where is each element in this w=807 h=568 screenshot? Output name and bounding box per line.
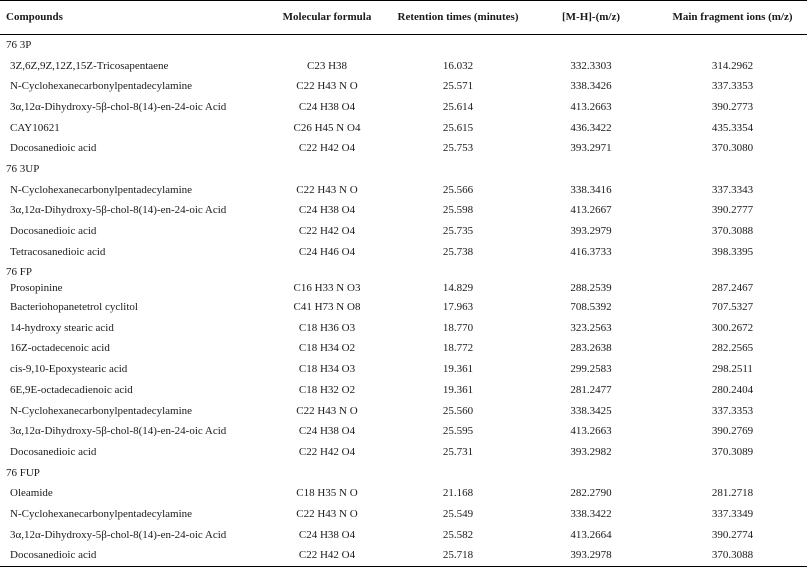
molecular-formula: C16 H33 N O3 [293,282,361,294]
m-h-value: 338.3425 [570,404,612,417]
compound-name: Docosanedioic acid [10,142,97,155]
molecular-formula: C18 H35 N O [296,487,358,500]
header-main-fragment-ions: Main fragment ions (m/z) [672,11,793,23]
molecular-formula: C18 H36 O3 [298,321,356,334]
retention-time: 18.770 [442,321,474,334]
retention-time: 19.361 [442,383,474,396]
molecular-formula: C22 H43 N O [296,404,358,417]
fragment-ion: 435.3354 [711,121,754,134]
retention-time: 14.829 [442,282,474,294]
molecular-formula: C24 H38 O4 [298,425,356,438]
compound-name: 16Z-octadecenoic acid [10,342,110,355]
m-h-value: 708.5392 [570,301,612,314]
table-row [0,380,807,401]
compound-name: Docosanedioic acid [10,445,97,458]
retention-time: 25.731 [442,445,474,458]
compound-name: CAY10621 [10,121,60,134]
molecular-formula: C22 H42 O4 [298,445,356,458]
retention-time: 21.168 [442,487,474,500]
retention-time: 19.361 [442,363,474,376]
m-h-value: 416.3733 [570,245,612,258]
group-row [0,462,807,483]
fragment-ion: 390.2773 [711,100,754,113]
compound-name: cis-9,10-Epoxystearic acid [10,363,128,376]
molecular-formula: C24 H38 O4 [298,528,356,541]
table-row [0,221,807,242]
molecular-formula: C22 H42 O4 [298,142,356,155]
retention-time: 25.718 [442,549,474,562]
group-row [0,159,807,180]
molecular-formula: C18 H32 O2 [298,383,356,396]
retention-time: 25.582 [442,528,474,541]
compound-name: 3α,12α-Dihydroxy-5β-chol-8(14)-en-24-oic Acid [10,528,227,541]
table-row [0,179,807,200]
molecular-formula: C18 H34 O3 [298,363,356,376]
group-row [0,35,807,56]
molecular-formula: C24 H46 O4 [298,245,356,258]
table-row [0,138,807,159]
compound-name: Oleamide [10,487,53,500]
table-row [0,55,807,76]
compound-name: N-Cyclohexanecarbonylpentadecylamine [10,183,193,196]
fragment-ion: 300.2672 [711,321,754,334]
fragment-ion: 280.2404 [711,383,754,396]
molecular-formula: C22 H43 N O [296,80,358,93]
retention-time: 25.560 [442,404,474,417]
molecular-formula: C22 H42 O4 [298,225,356,238]
table-row [0,545,807,566]
m-h-value: 281.2477 [570,383,612,396]
table-header [0,1,807,35]
fragment-ion: 370.3080 [711,142,754,155]
fragment-ion: 298.2511 [712,363,753,376]
table-row [0,421,807,442]
fragment-ion: 337.3349 [711,507,754,520]
table-row [0,241,807,262]
table-row [0,524,807,545]
group-label: 76 3P [6,39,32,52]
header-compounds: Compounds [6,11,63,23]
compound-name: 14-hydroxy stearic acid [10,321,114,334]
retention-time: 17.963 [442,301,474,314]
fragment-ion: 390.2774 [711,528,754,541]
table-row [0,317,807,338]
m-h-value: 413.2663 [570,425,612,438]
m-h-value: 393.2978 [570,549,612,562]
group-row [0,262,807,283]
compound-name: Docosanedioic acid [10,225,97,238]
compound-name: Bacteriohopanetetrol cyclitol [10,301,138,314]
m-h-value: 283.2638 [570,342,612,355]
compound-name: 3α,12α-Dihydroxy-5β-chol-8(14)-en-24-oic Acid [10,100,227,113]
fragment-ion: 337.3343 [711,183,754,196]
m-h-value: 413.2667 [570,204,612,217]
molecular-formula: C41 H73 N O8 [293,301,361,314]
fragment-ion: 314.2962 [711,59,754,72]
retention-time: 25.615 [442,121,474,134]
retention-time: 25.738 [442,245,474,258]
m-h-value: 393.2982 [570,445,612,458]
table-row [0,359,807,380]
fragment-ion: 390.2769 [711,425,754,438]
m-h-value: 413.2664 [570,528,612,541]
m-h-value: 332.3303 [570,59,612,72]
table-row [0,504,807,525]
retention-time: 18.772 [442,342,474,355]
header-molecular-formula: Molecular formula [282,11,372,23]
compound-name: Tetracosanedioic acid [10,245,106,258]
retention-time: 25.566 [442,183,474,196]
retention-time: 25.735 [442,225,474,238]
m-h-value: 338.3416 [570,183,612,196]
compound-name: N-Cyclohexanecarbonylpentadecylamine [10,80,193,93]
retention-time: 25.614 [442,100,474,113]
fragment-ion: 370.3088 [711,225,754,238]
table-row [0,76,807,97]
retention-time: 25.549 [442,507,474,520]
table-row [0,400,807,421]
table-row [0,97,807,118]
table-row [0,442,807,463]
fragment-ion: 287.2467 [711,282,754,294]
molecular-formula: C22 H42 O4 [298,549,356,562]
fragment-ion: 390.2777 [711,204,754,217]
m-h-value: 393.2979 [570,225,612,238]
group-label: 76 3UP [6,162,40,175]
group-label: 76 FP [6,266,32,279]
fragment-ion: 370.3089 [711,445,754,458]
m-h-value: 323.2563 [570,321,612,334]
header-retention-times: Retention times (minutes) [397,11,519,23]
compound-name: 6E,9E-octadecadienoic acid [10,383,133,396]
molecular-formula: C26 H45 N O4 [293,121,361,134]
m-h-value: 288.2539 [570,282,612,294]
m-h-value: 413.2663 [570,100,612,113]
m-h-value: 338.3422 [570,507,612,520]
retention-time: 25.598 [442,204,474,217]
compound-name: N-Cyclohexanecarbonylpentadecylamine [10,404,193,417]
retention-time: 25.753 [442,142,474,155]
m-h-value: 299.2583 [570,363,612,376]
table-row [0,117,807,138]
compound-name: Docosanedioic acid [10,549,97,562]
table-row [0,483,807,504]
table-body [0,35,807,566]
table-row [0,338,807,359]
compound-name: 3α,12α-Dihydroxy-5β-chol-8(14)-en-24-oic Acid [10,425,227,438]
fragment-ion: 370.3088 [711,549,754,562]
fragment-ion: 707.5327 [711,301,754,314]
retention-time: 25.571 [442,80,474,93]
compound-name: N-Cyclohexanecarbonylpentadecylamine [10,507,193,520]
molecular-formula: C22 H43 N O [296,507,358,520]
m-h-value: 282.2790 [570,487,612,500]
group-label: 76 FUP [6,466,40,479]
compound-name: 3Z,6Z,9Z,12Z,15Z-Tricosapentaene [10,59,169,72]
fragment-ion: 337.3353 [711,404,754,417]
m-h-value: 338.3426 [570,80,612,93]
retention-time: 16.032 [442,59,474,72]
table-bottom-rule [0,566,807,567]
fragment-ion: 281.2718 [711,487,754,500]
fragment-ion: 282.2565 [711,342,754,355]
compound-name: Prosopinine [10,282,63,294]
table-row [0,297,807,318]
molecular-formula: C18 H34 O2 [298,342,356,355]
fragment-ion: 337.3353 [711,80,754,93]
molecular-formula: C23 H38 [306,59,348,72]
molecular-formula: C24 H38 O4 [298,100,356,113]
molecular-formula: C22 H43 N O [296,183,358,196]
m-h-value: 393.2971 [570,142,612,155]
fragment-ion: 398.3395 [711,245,754,258]
compound-name: 3α,12α-Dihydroxy-5β-chol-8(14)-en-24-oic Acid [10,204,227,217]
table-row [0,200,807,221]
m-h-value: 436.3422 [570,121,612,134]
molecular-formula: C24 H38 O4 [298,204,356,217]
table-row [0,283,807,297]
header-m-h: [M-H]-(m/z) [561,11,621,23]
retention-time: 25.595 [442,425,474,438]
